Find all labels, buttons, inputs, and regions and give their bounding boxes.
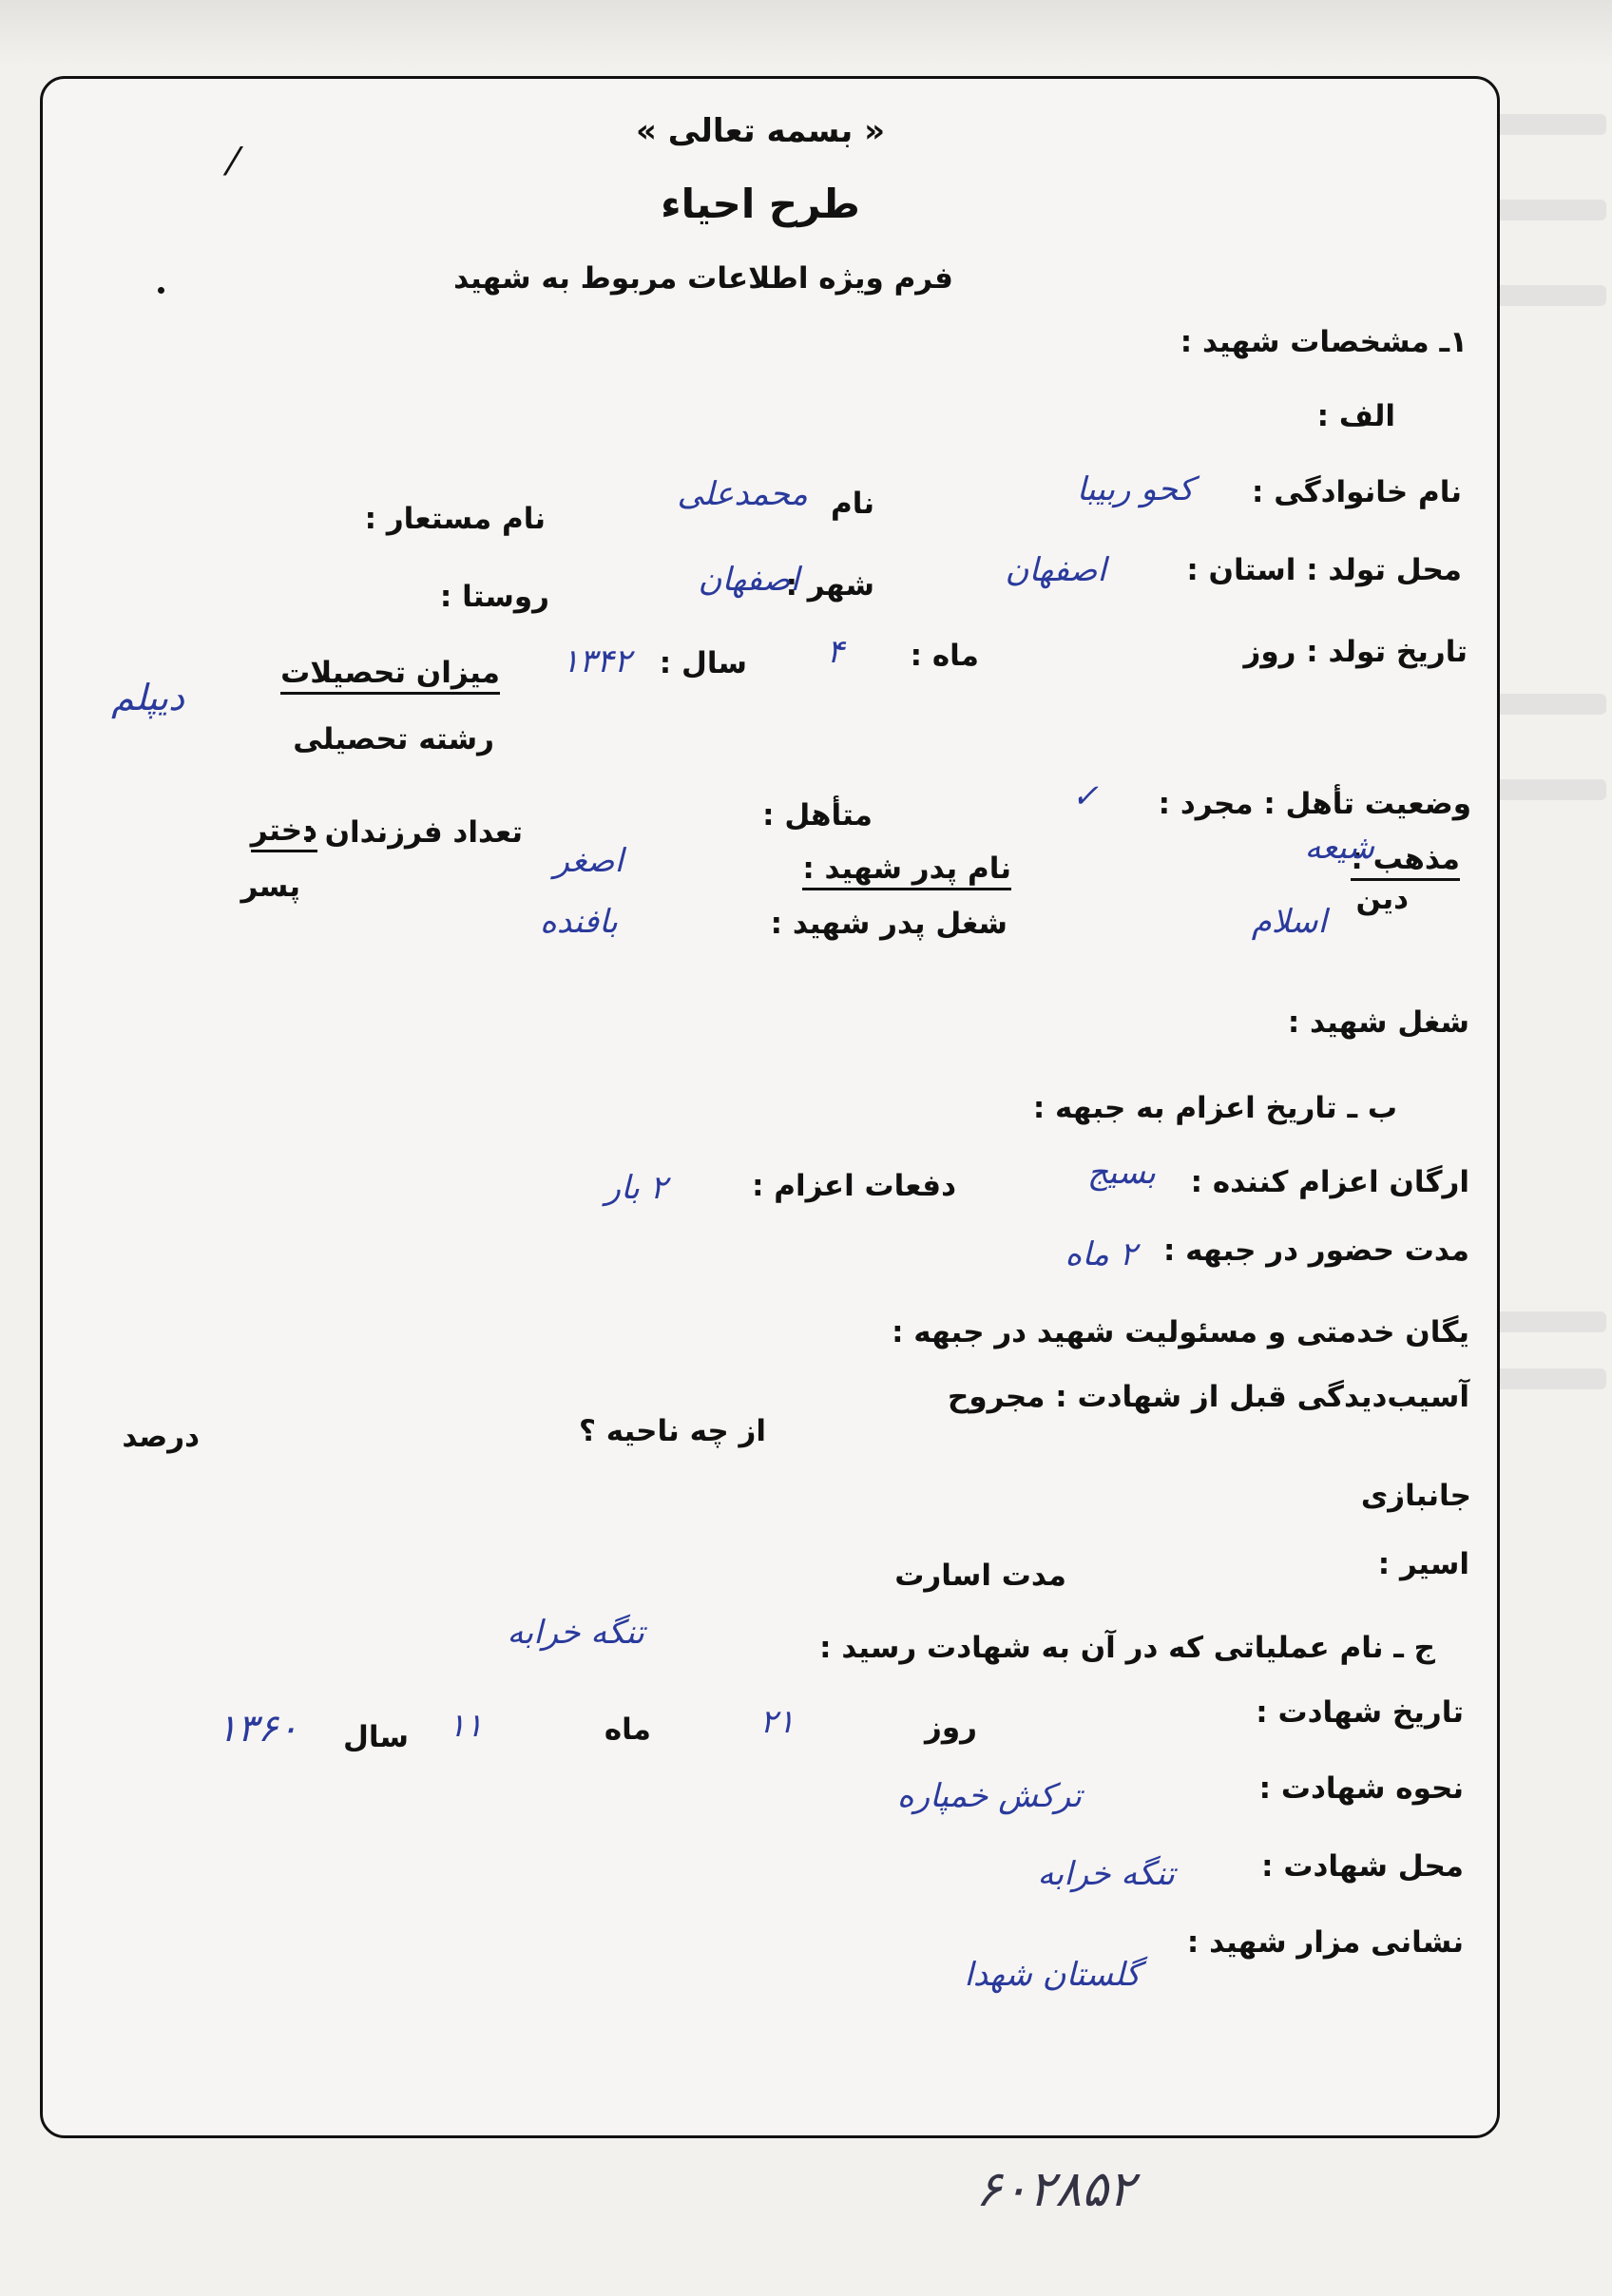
martyrdom-date-label: تاریخ شهادت : bbox=[1256, 1695, 1464, 1730]
martyrdom-year-value: ۱۳۶۰ bbox=[217, 1707, 298, 1751]
injury-area-label: از چه ناحیه ؟ bbox=[578, 1414, 766, 1448]
grave-address-label: نشانی مزار شهید : bbox=[1186, 1925, 1464, 1960]
daughter-label: دختر bbox=[251, 813, 317, 852]
birthdate-label: تاریخ تولد : روز bbox=[1243, 635, 1468, 669]
married-label: متأهل : bbox=[762, 798, 873, 832]
martyrdom-manner-value: ترکش خمپاره bbox=[896, 1777, 1082, 1815]
field-of-study-label: رشته تحصیلی bbox=[293, 722, 494, 756]
injury-label: آسیب‌دیدگی قبل از شهادت : مجروح bbox=[948, 1380, 1469, 1414]
operation-label: ج ـ نام عملیاتی که در آن به شهادت رسید : bbox=[819, 1631, 1435, 1665]
birth-month-value: ۴ bbox=[826, 633, 844, 671]
sub-a-label: الف : bbox=[1316, 399, 1395, 433]
unit-responsibility-label: یگان خدمتی و مسئولیت شهید در جبهه : bbox=[892, 1315, 1469, 1349]
marital-status-label: وضعیت تأهل : مجرد : bbox=[1158, 787, 1471, 821]
form-title: فرم ویژه اطلاعات مربوط به شهید bbox=[453, 261, 953, 296]
father-job-value: بافنده bbox=[540, 903, 618, 941]
front-duration-label: مدت حضور در جبهه : bbox=[1162, 1234, 1469, 1268]
birth-year-label: سال : bbox=[659, 646, 747, 680]
martyrdom-place-label: محل شهادت : bbox=[1261, 1849, 1464, 1884]
martyr-job-label: شغل شهید : bbox=[1287, 1005, 1469, 1040]
dispatch-org-label: ارگان اعزام کننده : bbox=[1190, 1165, 1469, 1199]
dispatch-org-value: بسیج bbox=[1086, 1154, 1156, 1192]
handwritten-archive-code: ۶۰۲۸۵۲ bbox=[975, 2161, 1135, 2218]
martyrdom-place-value: تنگه خرابه bbox=[1037, 1855, 1175, 1893]
family-name-value: کحو ربیبا bbox=[1076, 470, 1194, 508]
children-count-label: تعداد فرزندان : bbox=[302, 815, 523, 850]
percent-label: درصد bbox=[122, 1420, 200, 1454]
sect-value: شیعه bbox=[1304, 829, 1374, 867]
alias-label: نام مستعار : bbox=[364, 502, 546, 536]
education-label: میزان تحصیلات bbox=[280, 656, 500, 695]
father-name-value: اصغر bbox=[553, 842, 624, 880]
martyrdom-month-label: ماه bbox=[604, 1712, 651, 1747]
martyrdom-day-value: ۲۱ bbox=[759, 1703, 795, 1741]
name-label: نام bbox=[830, 487, 874, 521]
son-label: پسر bbox=[240, 870, 300, 904]
city-value: اصفهان bbox=[698, 561, 799, 599]
father-job-label: شغل پدر شهید : bbox=[770, 907, 1008, 941]
province-value: اصفهان bbox=[1005, 551, 1106, 589]
grave-address-value: گلستان شهدا bbox=[964, 1956, 1141, 1994]
project-title: طرح احیاء bbox=[661, 181, 860, 227]
family-name-label: نام خانوادگی : bbox=[1252, 475, 1462, 509]
birth-month-label: ماه : bbox=[910, 639, 979, 673]
religion-value: اسلام bbox=[1251, 903, 1327, 941]
operation-value: تنگه خرابه bbox=[507, 1614, 644, 1652]
section-1-title: ۱ـ مشخصات شهید : bbox=[1180, 325, 1468, 359]
name-value: محمدعلی bbox=[677, 475, 808, 513]
page-top-edge bbox=[0, 0, 1612, 67]
sect-label: مذهب : bbox=[1351, 842, 1460, 881]
stray-mark: ⁄ bbox=[230, 141, 237, 184]
veteran-label: جانبازی bbox=[1360, 1479, 1471, 1513]
education-value: دیپلم bbox=[111, 677, 184, 718]
stray-dot bbox=[158, 287, 164, 294]
front-duration-value: ۲ ماه bbox=[1065, 1235, 1137, 1273]
martyrdom-year-label: سال bbox=[342, 1720, 409, 1754]
martyrdom-manner-label: نحوه شهادت : bbox=[1258, 1771, 1464, 1806]
captive-label: اسیر : bbox=[1377, 1547, 1469, 1581]
captivity-duration-label: مدت اسارت bbox=[894, 1559, 1066, 1593]
father-name-label: نام پدر شهید : bbox=[802, 851, 1011, 890]
martyrdom-day-label: روز bbox=[925, 1711, 977, 1745]
city-label: شهر : bbox=[785, 568, 874, 603]
invocation-heading: « بسمه تعالی » bbox=[635, 112, 886, 150]
birth-year-value: ۱۳۴۲ bbox=[561, 642, 631, 680]
village-label: روستا : bbox=[439, 580, 549, 614]
religion-label: دین bbox=[1355, 882, 1409, 916]
birthplace-label: محل تولد : استان : bbox=[1186, 553, 1462, 587]
martyrdom-month-value: ۱۱ bbox=[448, 1707, 483, 1745]
dispatch-times-label: دفعات اعزام : bbox=[752, 1169, 956, 1203]
dispatch-times-value: ۲ بار bbox=[604, 1169, 667, 1207]
single-mark: ✓ bbox=[1071, 777, 1099, 815]
section-b-title: ب ـ تاریخ اعزام به جبهه : bbox=[1032, 1091, 1397, 1125]
